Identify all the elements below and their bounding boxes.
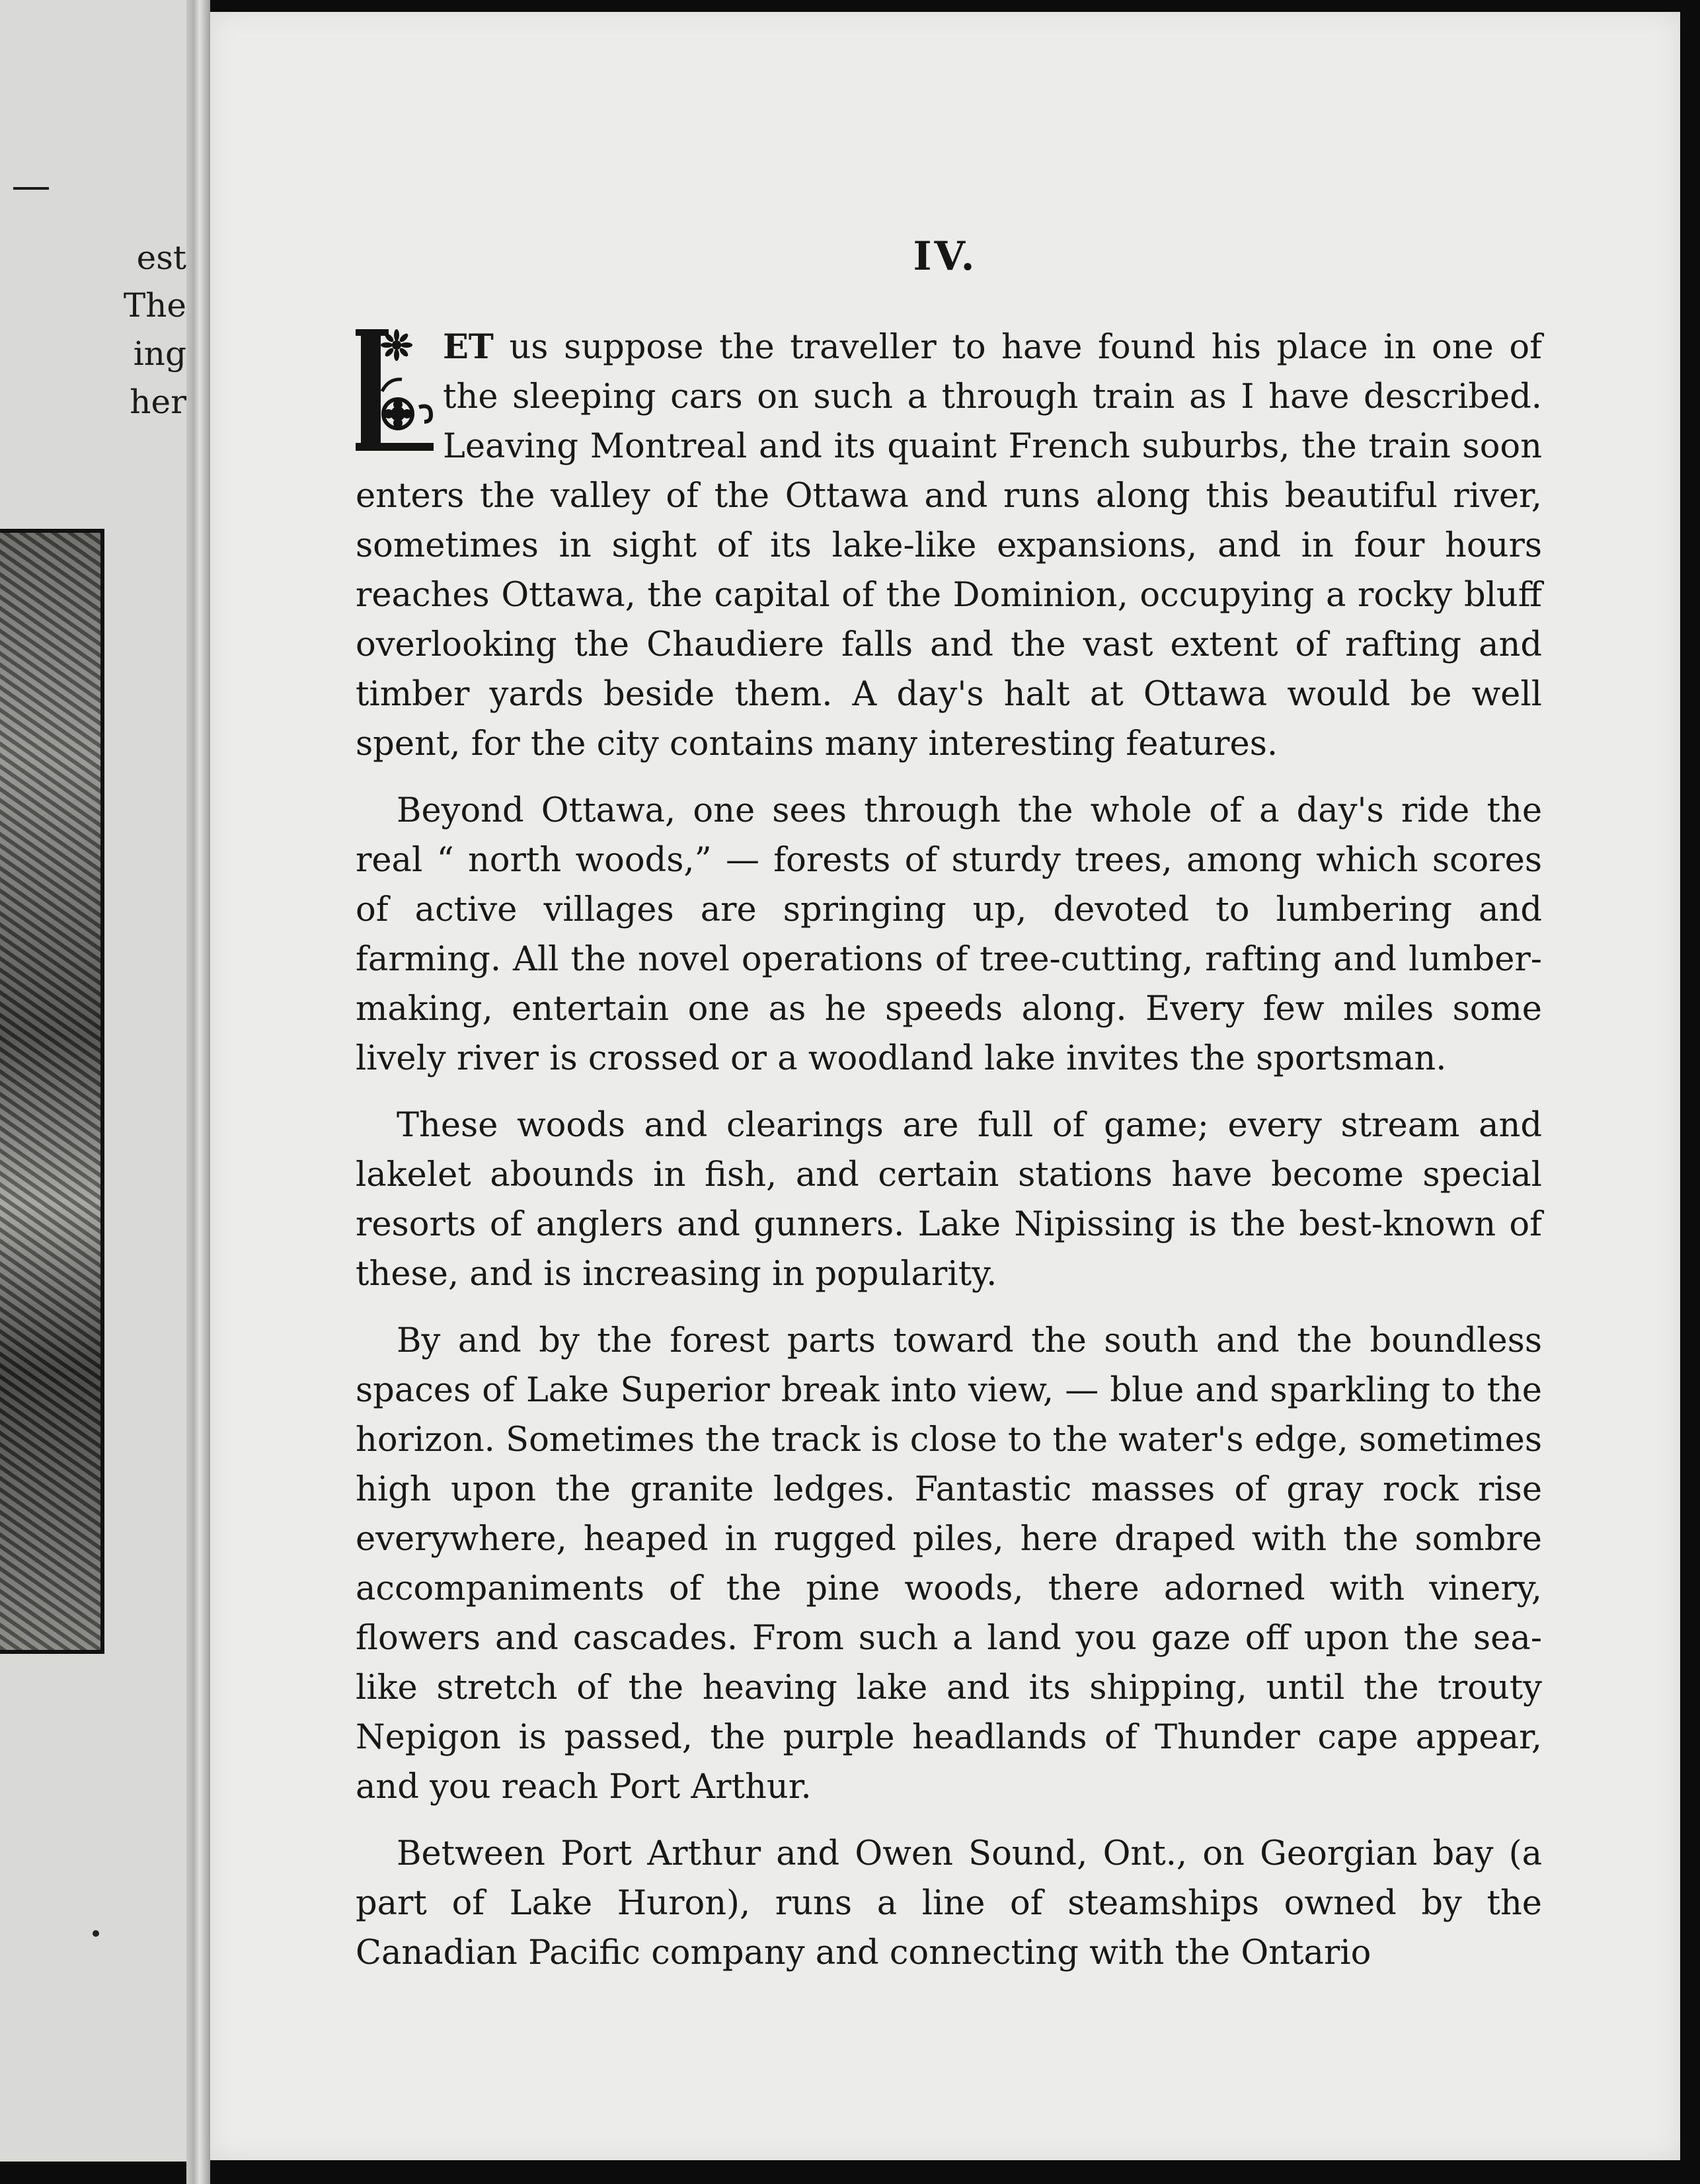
lead-in: ET bbox=[443, 327, 494, 367]
paragraph: Beyond Ottawa, one sees through the whole of a day's ride the real “ north woods,” — forests of sturdy trees, among which scores of active villages are springing up, devoted to lumbering and farming. All the novel operations of tree-cutting, rafting and lumber-making, entertain one as he speeds along. Every few miles some lively river is crossed or a woodland lake invites the sportsman. bbox=[356, 791, 1542, 1078]
facing-page-fragment: ing bbox=[133, 334, 186, 373]
chapter-heading: IV. bbox=[913, 233, 978, 280]
facing-page-fragment: est bbox=[136, 239, 186, 277]
facing-page-photograph bbox=[0, 529, 104, 1654]
facing-page-rule bbox=[13, 187, 49, 190]
ornament-flower-icon bbox=[356, 328, 435, 453]
facing-page-fragment: her bbox=[130, 383, 186, 421]
body-text bbox=[356, 323, 1542, 1995]
paragraph-text: us suppose the traveller to have found his place in one of the sleeping cars on such a through train as I have described. Leaving Montreal and its quaint French suburbs, the train soon enters the valley of the Ottawa and runs along this beautiful river, sometimes in sight of its lake-like expansions, and in four hours reaches Ottawa, the capital of the Dominion, occupying a rocky bluff overlooking the Chaudiere falls and the vast extent of rafting and timber yards beside them. A day's halt at Ottawa would be well spent, for the city contains many interesting features. bbox=[356, 328, 1542, 763]
drop-cap bbox=[356, 328, 435, 453]
paragraph bbox=[356, 323, 1542, 769]
facing-page-fragment: The bbox=[123, 286, 186, 325]
book-page bbox=[210, 12, 1680, 2160]
paragraph: By and by the forest parts toward the south and the boundless spaces of Lake Superior break into view, — blue and sparkling to the horizon. Sometimes the track is close to the water's edge, sometimes high upon the granite ledges. Fantastic masses of gray rock rise everywhere, heaped in rugged piles, here draped with the sombre accompaniments of the pine woods, there adorned with vinery, flowers and cascades. From such a land you gaze off upon the sea-like stretch of the heaving lake and its shipping, until the trouty Nepigon is passed, the purple headlands of Thunder cape appear, and you reach Port Arthur. bbox=[356, 1321, 1542, 1807]
book-spine bbox=[186, 0, 210, 2184]
facing-page-speck bbox=[93, 1930, 99, 1937]
paragraph: These woods and clearings are full of game; every stream and lakelet abounds in fish, and certain stations have become special resorts of anglers and gunners. Lake Nipissing is the best-known of these, and is increasing in popularity. bbox=[356, 1106, 1542, 1294]
facing-page bbox=[0, 0, 186, 2162]
paragraph: Between Port Arthur and Owen Sound, Ont., on Georgian bay (a part of Lake Huron), runs a line of steamships owned by the Canadian Pacific company and connecting with the Ontario bbox=[356, 1834, 1542, 1972]
